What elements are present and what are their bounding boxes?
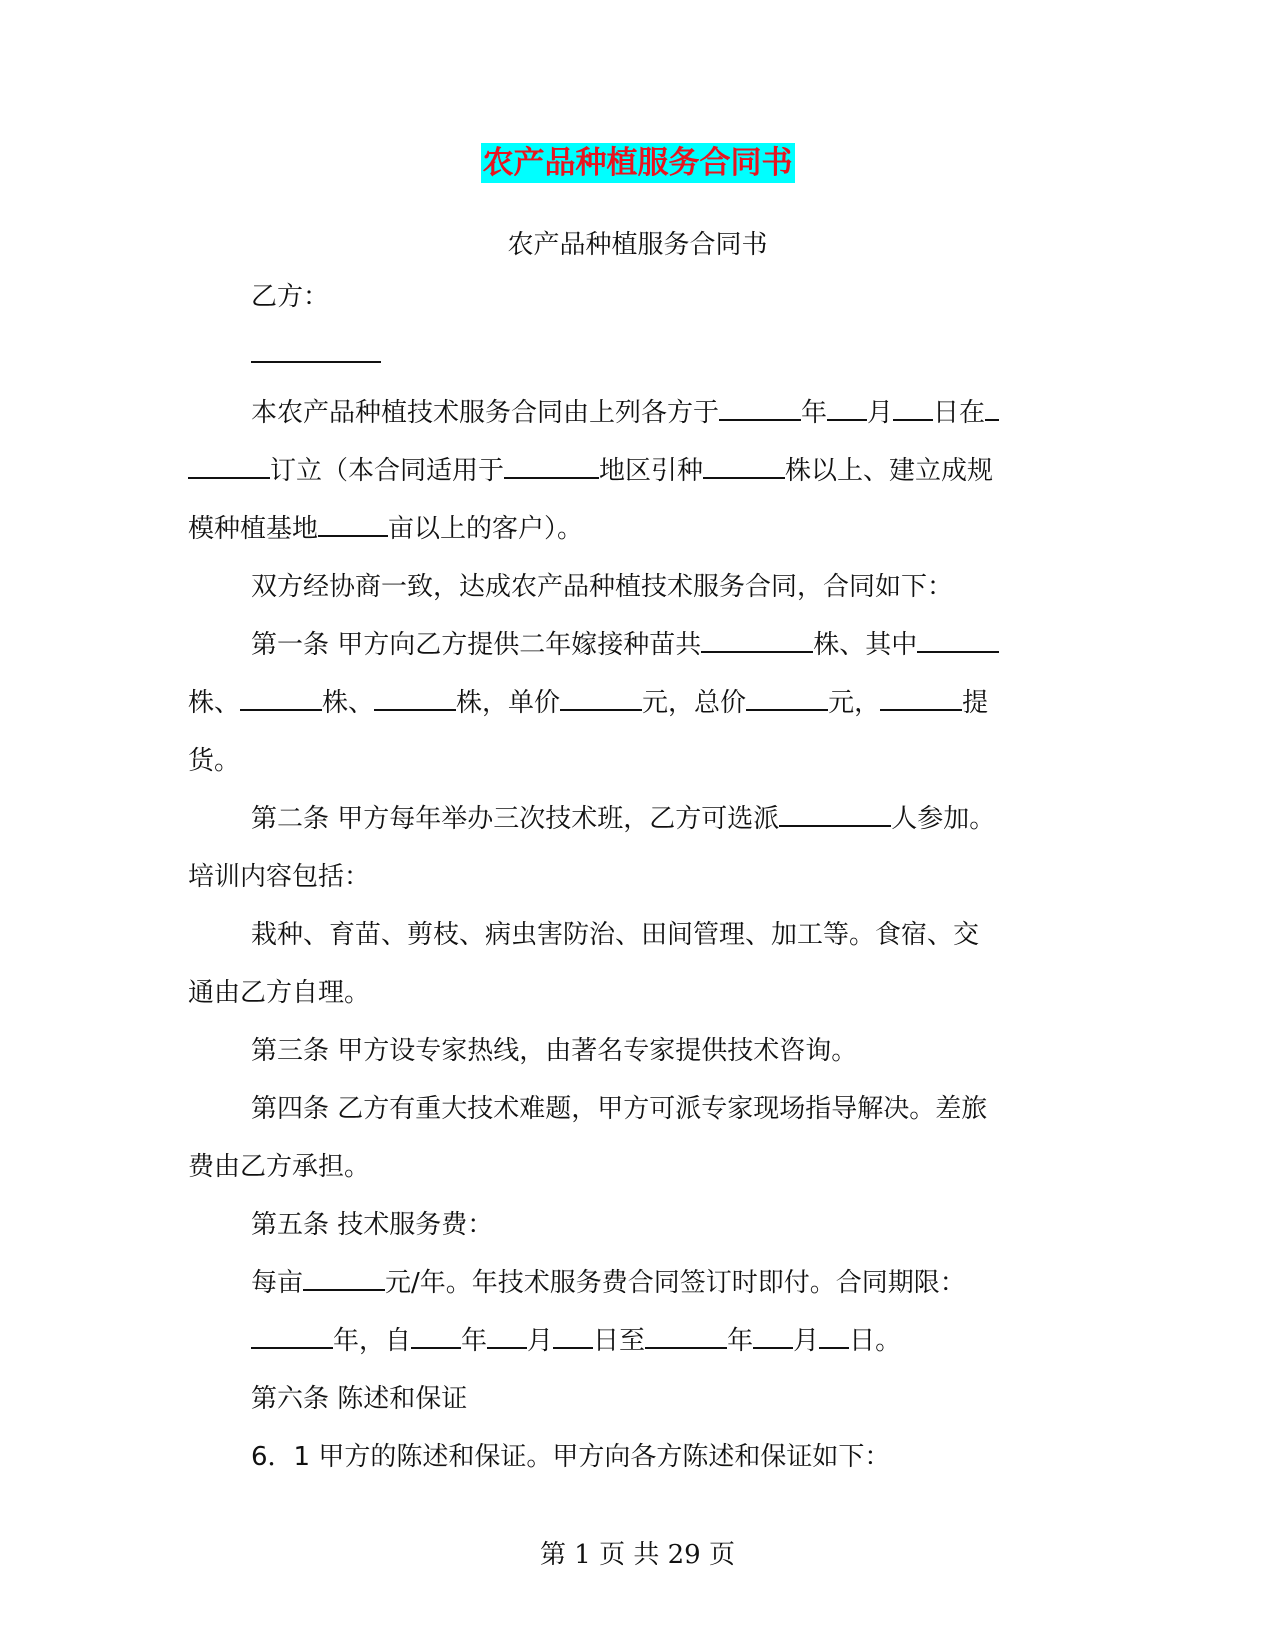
document-title: 农产品种植服务合同书 [482, 145, 793, 181]
blank [251, 1325, 333, 1349]
blank [917, 629, 999, 653]
blank [411, 1325, 461, 1349]
blank [318, 513, 388, 537]
blank [985, 397, 999, 421]
blank [703, 455, 785, 479]
blank [374, 687, 456, 711]
blank [719, 397, 801, 421]
article-2b-line-2: 通由乙方自理。 [188, 978, 371, 1008]
blank [819, 1325, 849, 1349]
article-1-line-1: 第一条 甲方向乙方提供二年嫁接种苗共 株、其中 [188, 616, 1088, 674]
blank [827, 397, 867, 421]
article-4-line-2: 费由乙方承担。 [188, 1152, 371, 1182]
blank [701, 629, 813, 653]
document-subtitle: 农产品种植服务合同书 [507, 230, 768, 260]
article-6: 第六条 陈述和保证 [251, 1384, 468, 1414]
signature-line [188, 326, 1088, 384]
blank [240, 687, 322, 711]
article-2-line-2: 培训内容包括： [188, 862, 371, 892]
article-2-line-1: 第二条 甲方每年举办三次技术班，乙方可选派 人参加。 [251, 804, 996, 834]
document-body [188, 268, 1088, 1486]
party-b-line [188, 268, 1088, 326]
title-wrap [0, 143, 1275, 183]
blank [560, 687, 642, 711]
blank [303, 1267, 385, 1291]
article-1-line-3: 货。 [188, 746, 241, 776]
paragraph-2: 双方经协商一致，达成农产品种植技术服务合同，合同如下： [251, 572, 954, 602]
paragraph-1-line-1: 本农产品种植技术服务合同由上列各方于 年 月 日在 [188, 384, 1088, 442]
blank [746, 687, 828, 711]
article-2b-line-1: 栽种、育苗、剪枝、病虫害防治、田间管理、加工等。食宿、交 [251, 920, 980, 950]
blank [504, 455, 599, 479]
article-5-line-a: 每亩 元/年。年技术服务费合同签订时即付。合同期限： [251, 1268, 966, 1298]
paragraph-1-line-3: 模种植基地 亩以上的客户）。 [188, 514, 584, 544]
blank [893, 397, 933, 421]
article-3: 第三条 甲方设专家热线，由著名专家提供技术咨询。 [251, 1036, 858, 1066]
blank [487, 1325, 527, 1349]
article-4-line-1: 第四条 乙方有重大技术难题，甲方可派专家现场指导解决。差旅 [251, 1094, 988, 1124]
article-1-line-2: 株、 株、 株，单价 元，总价 元， 提 [188, 688, 989, 718]
party-b-label: 乙方： [251, 282, 330, 312]
paragraph-1-line-2: 订立（本合同适用于 地区引种 株以上、建立成规 [188, 442, 1088, 500]
blank [753, 1325, 793, 1349]
article-5: 第五条 技术服务费： [251, 1210, 494, 1240]
blank [553, 1325, 593, 1349]
article-5-line-b: 年，自 年 月 日至 年 月 日。 [188, 1312, 1088, 1370]
page-footer: 第 1 页 共 29 页 [540, 1540, 735, 1570]
blank [645, 1325, 727, 1349]
blank [880, 687, 962, 711]
blank [779, 803, 891, 827]
article-6-1: 6．1 甲方的陈述和保证。甲方向各方陈述和保证如下： [251, 1442, 891, 1472]
blank [188, 455, 270, 479]
blank [251, 331, 381, 363]
